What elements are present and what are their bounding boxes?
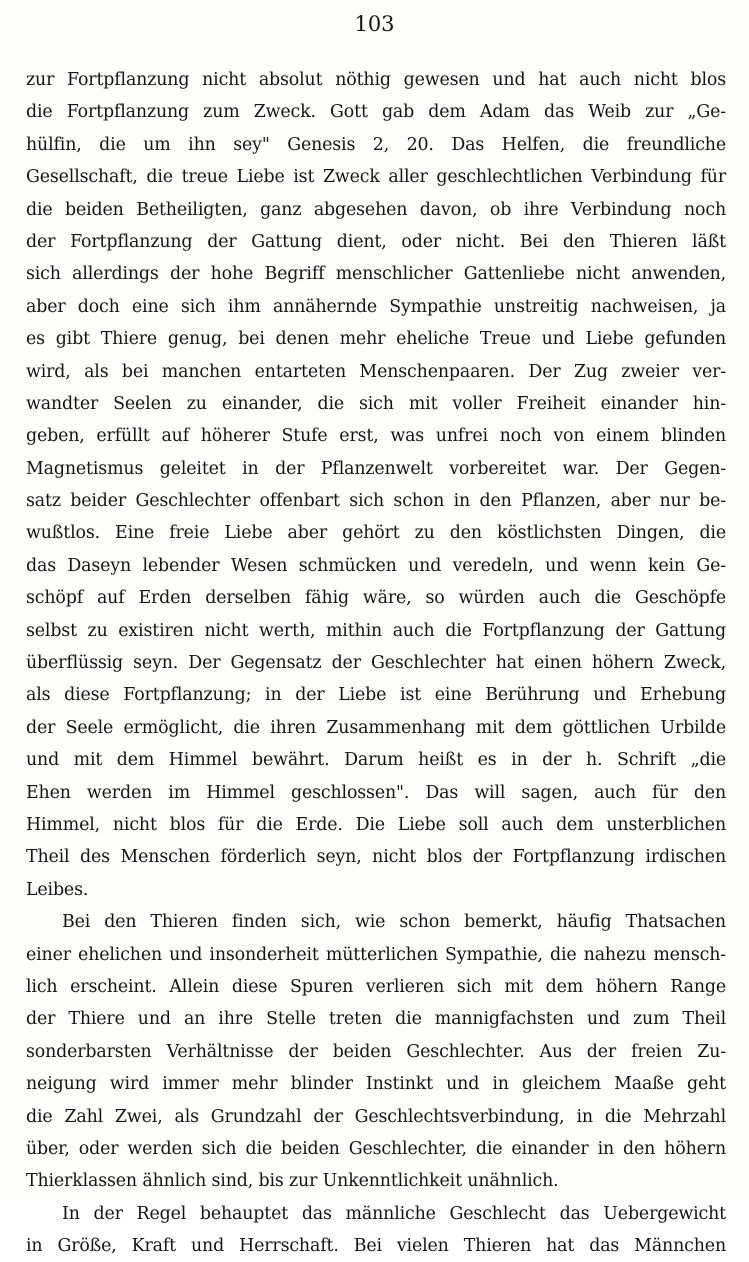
text-line: Magnetismus geleitet in der Pflanzenwelt vorbereitet war. Der Gegen-: [26, 458, 726, 479]
text-line: der Thiere und an ihre Stelle treten die mannigfachsten und zum Theil: [26, 1009, 726, 1030]
text-line: Himmel, nicht blos für die Erde. Die Liebe soll auch dem unsterblichen: [26, 814, 726, 835]
text-line: zur Fortpflanzung nicht absolut nöthig gewesen und hat auch nicht blos: [26, 70, 726, 90]
text-line: wird, als bei manchen entarteten Menschenpaaren. Der Zug zweier ver-: [26, 361, 726, 382]
text-line: Theil des Menschen förderlich seyn, nicht blos der Fortpflanzung irdischen: [26, 847, 726, 868]
text-line: wandter Seelen zu einander, die sich mit voller Freiheit einander hin-: [26, 393, 726, 414]
text-line: die beiden Betheiligten, ganz abgesehen davon, ob ihre Verbindung noch: [26, 199, 726, 220]
text-line: Gesellschaft, die treue Liebe ist Zweck aller geschlechtlichen Verbindung für: [26, 167, 726, 188]
text-line: die Fortpflanzung zum Zweck. Gott gab dem Adam das Weib zur „Ge-: [26, 102, 726, 123]
text-line: in Größe, Kraft und Herrschaft. Bei vielen Thieren hat das Männchen: [26, 1236, 726, 1257]
text-line: und mit dem Himmel bewährt. Darum heißt es in der h. Schrift „die: [26, 750, 726, 771]
text-line: es gibt Thiere genug, bei denen mehr eheliche Treue und Liebe gefunden: [26, 329, 726, 350]
text-line: als diese Fortpflanzung; in der Liebe ist eine Berührung und Erhebung: [26, 685, 726, 706]
page-number: 103: [354, 12, 395, 36]
text-line: Thierklassen ähnlich sind, bis zur Unkenntlichkeit unähnlich.: [26, 1171, 559, 1192]
text-line: über, oder werden sich die beiden Geschlechter, die einander in den höhern: [26, 1138, 726, 1159]
text-line: sonderbarsten Verhältnisse der beiden Geschlechter. Aus der freien Zu-: [26, 1041, 726, 1062]
text-line: Ehen werden im Himmel geschlossen". Das will sagen, auch für den: [26, 782, 726, 803]
text-line: geben, erfüllt auf höherer Stufe erst, was unfrei noch von einem blinden: [26, 426, 726, 447]
text-line: wußtlos. Eine freie Liebe aber gehört zu den köstlichsten Dingen, die: [26, 523, 726, 544]
text-line: hülfin, die um ihn sey" Genesis 2, 20. Das Helfen, die freundliche: [26, 134, 726, 155]
text-line: einer ehelichen und insonderheit mütterlichen Sympathie, die nahezu mensch-: [26, 944, 726, 965]
text-line: Leibes.: [26, 879, 89, 900]
body-text: [26, 64, 726, 1262]
text-line: In der Regel behauptet das männliche Geschlecht das Uebergewicht: [62, 1203, 726, 1224]
text-line: schöpf auf Erden derselben fähig wäre, so würden auch die Geschöpfe: [26, 588, 726, 609]
text-line: überflüssig seyn. Der Gegensatz der Geschlechter hat einen höhern Zweck,: [26, 653, 726, 674]
text-line: sich allerdings der hohe Begriff menschlicher Gattenliebe nicht anwenden,: [26, 264, 726, 285]
text-line: Bei den Thieren finden sich, wie schon bemerkt, häufig Thatsachen: [62, 912, 726, 933]
text-line: selbst zu existiren nicht werth, mithin auch die Fortpflanzung der Gattung: [26, 620, 726, 641]
text-line: aber doch eine sich ihm annähernde Sympathie unstreitig nachweisen, ja: [26, 296, 726, 317]
text-line: neigung wird immer mehr blinder Instinkt und in gleichem Maaße geht: [26, 1074, 726, 1095]
text-line: der Seele ermöglicht, die ihren Zusammenhang mit dem göttlichen Urbilde: [26, 717, 726, 738]
text-line: der Fortpflanzung der Gattung dient, oder nicht. Bei den Thieren läßt: [26, 231, 726, 252]
text-line: satz beider Geschlechter offenbart sich schon in den Pflanzen, aber nur be-: [26, 491, 726, 512]
text-line: das Daseyn lebender Wesen schmücken und veredeln, und wenn kein Ge-: [26, 555, 726, 576]
text-line: die Zahl Zwei, als Grundzahl der Geschlechtsverbindung, in die Mehrzahl: [26, 1106, 726, 1127]
text-line: lich erscheint. Allein diese Spuren verlieren sich mit dem höhern Range: [26, 976, 726, 997]
